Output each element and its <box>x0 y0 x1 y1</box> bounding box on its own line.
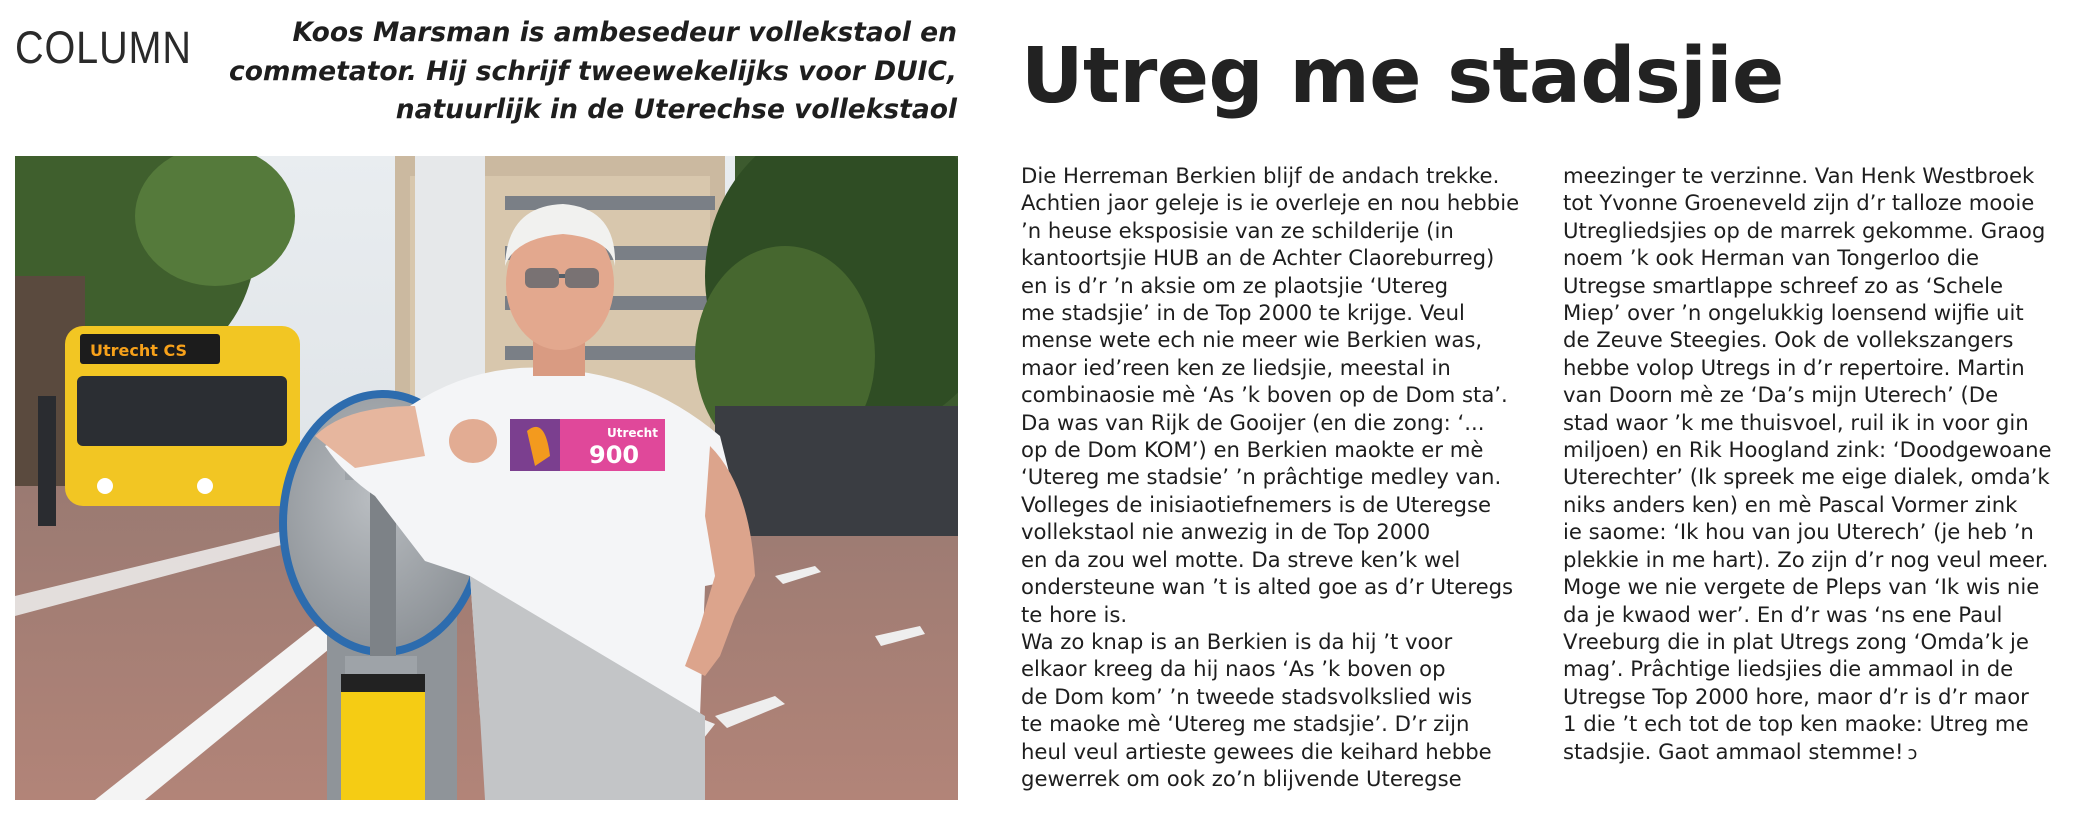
text-line: niks anders ken) en mè Pascal Vormer zink <box>1563 491 2018 517</box>
text-line: Wa zo knap is an Berkien is da hij ’t voor <box>1021 628 1453 654</box>
text-line: mag’. Prâchtige liedsjies die ammaol in de <box>1563 656 2014 682</box>
text-line: tot Yvonne Groeneveld zijn d’r talloze mooie <box>1563 190 2035 216</box>
shirt-logo-number: 900 <box>589 441 640 469</box>
text-line: op de Dom KOM’) en Berkien maokte er mè <box>1021 437 1484 463</box>
text-line: maor ied’reen ken ze liedsjie, meestal in <box>1021 354 1451 380</box>
text-line: te hore is. <box>1021 601 1128 627</box>
text-line: Uterechter’ (Ik spreek me eige dialek, omda’k <box>1563 464 2050 490</box>
text-line: Utregse smartlappe schreef zo as ‘Schele <box>1563 272 2003 298</box>
intro-line: commetator. Hij schrijf tweewekelijks voor DUIC, <box>229 55 957 87</box>
text-line: Moge we nie vergete de Pleps van ‘Ik wis nie <box>1563 574 2040 600</box>
text-line: vollekstaol nie anwezig in de Top 2000 <box>1021 519 1431 545</box>
text-line: elkaor kreeg da hij naos ‘As ’k boven op <box>1021 656 1446 682</box>
text-line: mense wete ech nie meer wie Berkien was, <box>1021 327 1483 353</box>
text-line-last <box>1563 738 2077 767</box>
text-line: ’n heuse eksposisie van ze schilderije (in <box>1021 217 1454 243</box>
text-line: ie saome: ‘Ik hou van jou Uterech’ (je heb ’n <box>1563 519 2034 545</box>
text-line: en da zou wel motte. Da streve ken’k wel <box>1021 546 1461 572</box>
text-line: te maoke mè ‘Utereg me stadsjie’. D’r zijn <box>1021 711 1470 737</box>
author-photo <box>15 156 958 800</box>
article-column-left <box>1021 162 1541 792</box>
text-line: heul veul artieste gewees die keihard hebbe <box>1021 738 1492 764</box>
text-line: Vreeburg die in plat Utregs zong ‘Omda’k je <box>1563 628 2029 654</box>
text-line: plekkie in me hart). Zo zijn d’r nog veul meer. <box>1563 546 2049 572</box>
bus-display: Utrecht CS <box>90 341 188 360</box>
text-line: Achtien jaor geleje is ie overleje en nou hebbie <box>1021 190 1520 216</box>
text-line: stadsjie. Gaot ammaol stemme! <box>1563 738 1904 764</box>
text-line: van Doorn mè ze ‘Da’s mijn Uterech’ (De <box>1563 382 1999 408</box>
text-line: meezinger te verzinne. Van Henk Westbroek <box>1563 163 2035 188</box>
text-line: Utregliedsjies op de marrek gekomme. Graog <box>1563 217 2046 243</box>
text-line: da je kwaod wer’. En d’r was ‘ns ene Paul <box>1563 601 2003 627</box>
text-line: Die Herreman Berkien blijf de andach trekke. <box>1021 163 1500 188</box>
text-line: me stadsjie’ in de Top 2000 te krijge. Veul <box>1021 300 1465 326</box>
intro-line: natuurlijk in de Uterechse vollekstaol <box>395 94 957 125</box>
text-line: kantoortsjie HUB an de Achter Claoreburreg) <box>1021 245 1495 271</box>
text-line: miljoen) en Rik Hoogland zink: ‘Doodgewoane <box>1563 437 2052 463</box>
end-mark-icon: ↄ <box>1907 742 1918 764</box>
shirt-logo-text: Utrecht <box>607 426 658 440</box>
text-line: hebbe volop Utregs in d’r repertoire. Martin <box>1563 354 2025 380</box>
text-line: de Dom kom’ ’n tweede stadsvolkslied wis <box>1021 683 1473 709</box>
text-line: Da was van Rijk de Gooijer (en die zong: ‘... <box>1021 409 1485 435</box>
text-line: Volleges de inisiaotiefnemers is de Uteregse <box>1021 491 1492 517</box>
text-line: stad waor ’k me thuisvoel, ruil ik in voor gin <box>1563 409 2029 435</box>
section-label: COLUMN <box>15 22 192 73</box>
text-line: en is d’r ’n aksie om ze plaotsjie ‘Utereg <box>1021 272 1449 298</box>
intro-line: Koos Marsman is ambesedeur vollekstaol en <box>292 17 957 48</box>
text-line: de Zeuve Steegies. Ook de vollekszangers <box>1563 327 2014 353</box>
text-line: noem ’k ook Herman van Tongerloo die <box>1563 245 1980 271</box>
text-line: ‘Utereg me stadsie’ ’n prâchtige medley van. <box>1021 464 1502 490</box>
text-line: combinaosie mè ‘As ’k boven op de Dom sta’. <box>1021 382 1508 408</box>
text-line: gewerrek om ook zo’n blijvende Uteregse <box>1021 765 1462 791</box>
text-line: ondersteune wan ’t is alted goe as d’r Uteregs <box>1021 574 1514 600</box>
headline: Utreg me stadsjie <box>1021 32 1784 121</box>
author-intro <box>197 14 957 130</box>
text-line: Utregse Top 2000 hore, maor d’r is d’r maor <box>1563 683 2029 709</box>
text-line: 1 die ’t ech tot de top ken maoke: Utreg me <box>1563 711 2029 737</box>
article-column-right <box>1563 162 2077 767</box>
text-line: Miep’ over ’n ongelukkig loensend wijfie uit <box>1563 300 2024 326</box>
